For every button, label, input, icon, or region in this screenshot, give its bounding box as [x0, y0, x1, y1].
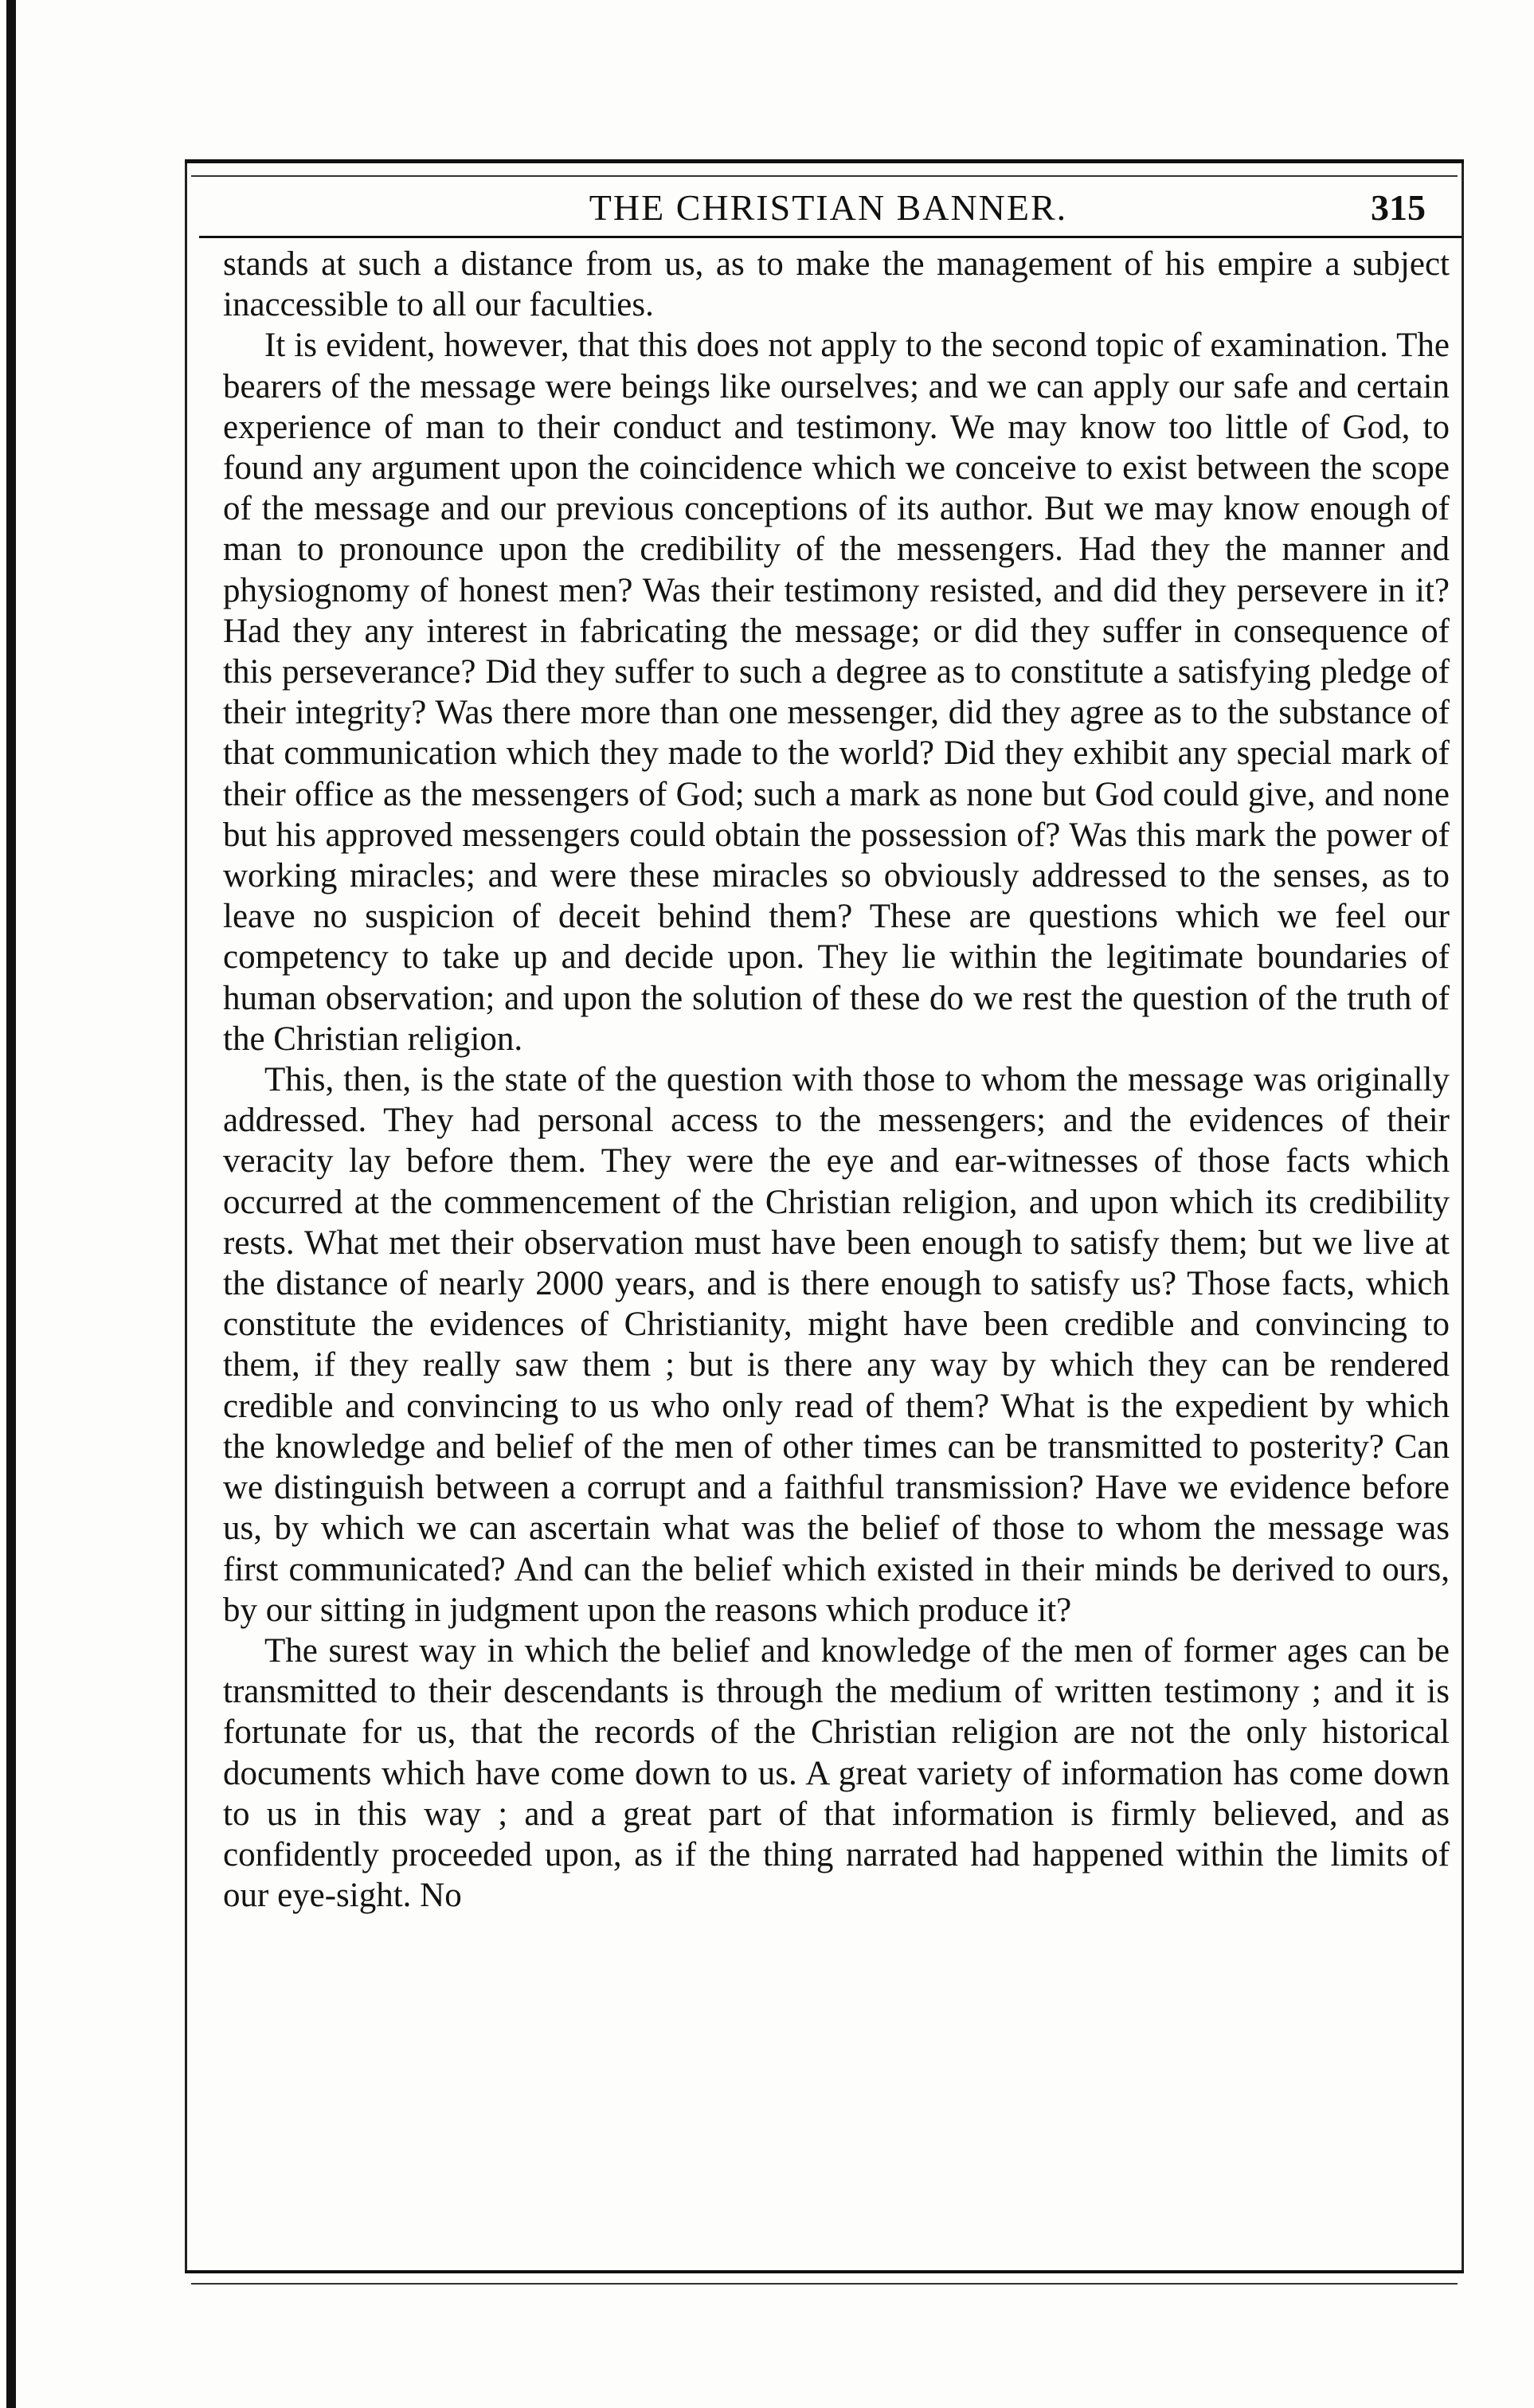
paragraph-continuation: stands at such a distance from us, as to make the management of his empire a subject inaccessible to all our faculties.: [223, 245, 1450, 324]
article-body: [223, 244, 1450, 1916]
journal-title: THE CHRISTIAN BANNER.: [589, 187, 1068, 228]
binding-edge: [6, 0, 16, 2408]
paragraph: The surest way in which the belief and knowledge of the men of former ages can be transmitted to their descendants is through the medium of written testimony ; and it is fortunate for us, that the records of the Christian religion are not the only historical documents which have come down to us. A great variety of information has come down to us in this way ; and a great part of that information is firmly believed, and as confidently proceeded upon, as if the thing narrated had happened within the limits of our eye-sight. No: [223, 1631, 1450, 1915]
paragraph: It is evident, however, that this does not apply to the second topic of examination. The bearers of the message were beings like ourselves; and we can apply our safe and certain experience of man to their conduct and testimony. We may know too little of God, to found any argument upon the coincidence which we conceive to exist between the scope of the message and our previous conceptions of its author. But we may know enough of man to pronounce upon the credibility of the messengers. Had they the manner and physiognomy of honest men? Was their testimony resisted, and did they persevere in it? Had they any interest in fabricating the message; or did they suffer in consequence of this perseverance? Did they suffer to such a degree as to constitute a satisfying pledge of their integrity? Was there more than one messenger, did they agree as to the substance of that communication which they made to the world? Did they exhibit any special mark of their office as the messengers of God; such a mark as none but God could give, and none but his approved messengers could obtain the possession of? Was this mark the power of working miracles; and were these miracles so obviously addressed to the senses, as to leave no suspicion of deceit behind them? These are questions which we feel our competency to take up and decide upon. They lie within the legitimate boundaries of human observation; and upon the solution of these do we rest the question of the truth of the Christian religion.: [223, 327, 1450, 1058]
paragraph: This, then, is the state of the question with those to whom the message was originally addressed. They had personal access to the messengers; and the evidences of their veracity lay before them. They were the eye and ear-witnesses of those facts which occurred at the commencement of the Christian religion, and upon which its credibility rests. What met their observation must have been enough to satisfy them; but we live at the distance of nearly 2000 years, and is there enough to satisfy us? Those facts, which constitute the evidences of Christianity, might have been credible and convincing to them, if they really saw them ; but is there any way by which they can be rendered credible and convincing to us who only read of them? What is the expedient by which the knowledge and belief of the men of other times can be transmitted to posterity? Can we distinguish between a corrupt and a faithful transmission? Have we evidence before us, by which we can ascertain what was the belief of those to whom the message was first communicated? And can the belief which existed in their minds be derived to ours, by our sitting in judgment upon the reasons which produce it?: [223, 1061, 1450, 1629]
header-rule: [199, 236, 1462, 238]
top-rule: [185, 159, 1464, 163]
page-number: 315: [1371, 187, 1426, 228]
running-header: [199, 182, 1458, 233]
bottom-rule: [185, 2270, 1464, 2273]
top-rule-secondary: [191, 175, 1458, 177]
bottom-rule-secondary: [191, 2283, 1458, 2285]
